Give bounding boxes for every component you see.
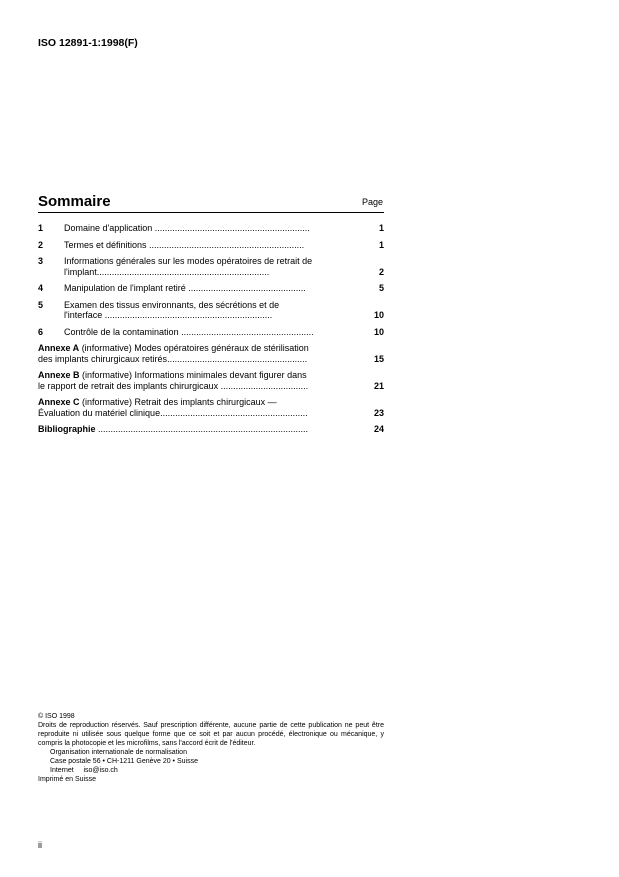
- page-column-label: Page: [361, 197, 383, 207]
- annex-title-line2: le rapport de retrait des implants chirurgicaux: [38, 380, 219, 391]
- annex-label: Annexe A: [38, 343, 80, 353]
- toc-entry-number: 4: [38, 283, 44, 293]
- annex-title-line2: des implants chirurgicaux retirés: [38, 353, 168, 364]
- copyright-line: © ISO 1998: [38, 713, 75, 720]
- table-of-contents: [38, 223, 384, 441]
- annex-title-line1: (informative) Informations minimales devant figurer dans: [79, 370, 307, 380]
- toc-entry-title: Domaine d'application: [64, 223, 153, 233]
- page-number: ii: [38, 840, 42, 850]
- title-divider: [38, 212, 384, 213]
- rights-statement: Droits de reproduction réservés. Sauf prescription différente, aucune partie de cette publication ne peut être reproduite ni utilisée sous quelque forme que ce soit et par aucun procédé, électronique ou mécanique, y compris la photocopie et les microfilms, sans l'accord écrit de l'éditeur.: [38, 722, 384, 747]
- toc-entry-page: 10: [373, 326, 384, 337]
- toc-entry-number: 1: [38, 223, 44, 233]
- toc-entry-number: 3: [38, 256, 44, 266]
- annex-label: Annexe B: [38, 370, 80, 380]
- toc-entry-page: 15: [373, 353, 384, 364]
- annex-title-line1: (informative) Modes opératoires généraux de stérilisation: [79, 343, 309, 353]
- toc-entry-title-line2: l'implant: [64, 266, 97, 277]
- toc-entry-number: 5: [38, 299, 44, 310]
- toc-entry[interactable]: 5 Examen des tissus environnants, des sécrétions et de l'interface ................................................................... 10: [38, 299, 384, 320]
- annex-label: Annexe C: [38, 397, 80, 407]
- toc-title: Sommaire: [38, 193, 111, 210]
- annex-title-line1: (informative) Retrait des implants chirurgicaux —: [79, 397, 277, 407]
- bibliography-label: Bibliographie: [38, 424, 96, 434]
- toc-entry-title-line1: Informations générales sur les modes opératoires de retrait de: [64, 256, 313, 266]
- toc-entry[interactable]: 6 Contrôle de la contamination ..................................................... 10: [38, 326, 384, 337]
- internet-contact: Internet iso@iso.ch: [50, 767, 118, 774]
- toc-entry-number: 2: [38, 239, 44, 250]
- postal-address: Case postale 56 • CH-1211 Genève 20 • Suisse: [50, 758, 198, 765]
- toc-entry-page: 5: [378, 283, 384, 293]
- copyright-notice: [38, 712, 384, 784]
- toc-entry-page: 21: [373, 380, 384, 391]
- organization-name: Organisation internationale de normalisation: [50, 749, 187, 756]
- toc-entry[interactable]: 3 Informations générales sur les modes opératoires de retrait de l'implant..................................................................... 2: [38, 256, 384, 277]
- toc-annex-a[interactable]: Annexe A (informative) Modes opératoires généraux de stérilisation des implants chirurgicaux retirés........................................................ 15: [38, 343, 384, 364]
- toc-entry-number: 6: [38, 326, 44, 337]
- toc-entry[interactable]: 4 Manipulation de l'implant retiré ............................................... 5: [38, 283, 384, 293]
- toc-entry-title: Contrôle de la contamination: [64, 326, 179, 337]
- toc-entry-page: 24: [373, 424, 384, 434]
- toc-entry-page: 2: [378, 266, 384, 277]
- document-header: ISO 12891-1:1998(F): [38, 37, 138, 49]
- printed-in: Imprimé en Suisse: [38, 776, 96, 783]
- toc-entry-title-line1: Examen des tissus environnants, des sécrétions et de: [64, 299, 280, 310]
- toc-entry-title: Termes et définitions: [64, 239, 147, 250]
- toc-bibliography[interactable]: Bibliographie .................................................................................... 24: [38, 424, 384, 434]
- toc-entry[interactable]: 1 Domaine d'application .............................................................. 1: [38, 223, 384, 233]
- toc-annex-b[interactable]: Annexe B (informative) Informations minimales devant figurer dans le rapport de retrait des implants chirurgicaux ................................... 21: [38, 370, 384, 391]
- toc-entry-page: 1: [378, 223, 384, 233]
- toc-entry[interactable]: 2 Termes et définitions .............................................................. 1: [38, 239, 384, 250]
- toc-entry-page: 23: [373, 407, 384, 418]
- toc-entry-title-line2: l'interface: [64, 310, 103, 320]
- toc-annex-c[interactable]: Annexe C (informative) Retrait des implants chirurgicaux — Évaluation du matériel clinique........................................................... 23: [38, 397, 384, 418]
- toc-entry-page: 1: [378, 239, 384, 250]
- toc-entry-title: Manipulation de l'implant retiré: [64, 283, 186, 293]
- toc-entry-page: 10: [373, 310, 384, 320]
- annex-title-line2: Évaluation du matériel clinique: [38, 407, 161, 418]
